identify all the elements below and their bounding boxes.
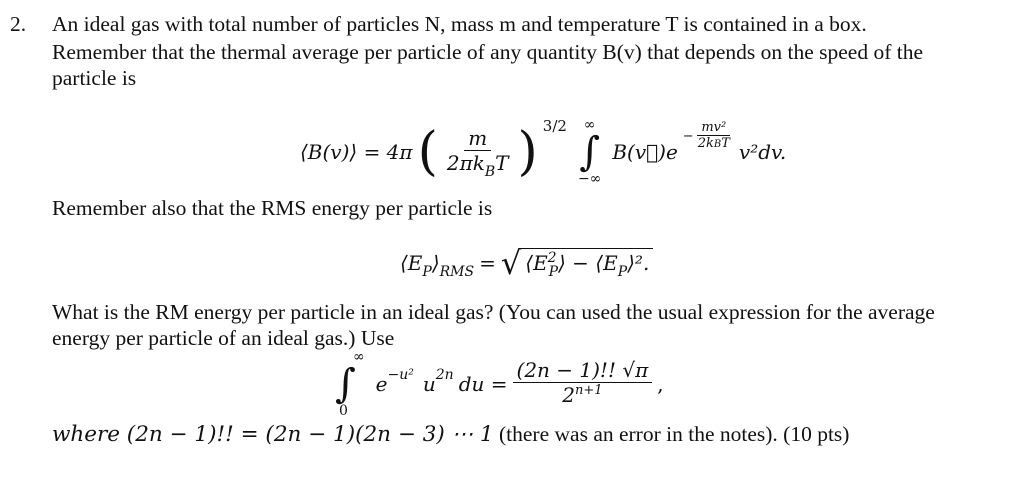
problem-line-1: An ideal gas with total number of particles N, mass m and temperature T is contained in a box. <box>52 12 867 36</box>
eq3-integral: ∞ ∫ 0 <box>335 349 365 419</box>
eq2-radicand: $⟨E^2_P⟩$ − $⟨E_P⟩^2$. <box>521 248 653 275</box>
eq1-tail: v²dv. <box>738 140 787 164</box>
gaussian-integral-equation: ∞ ∫ 0 $e^{-u^2}$ $u^{2n}$ du = $\frac{(2n - 1)!! √\pi}{2^{n+1}}$ , <box>335 349 664 419</box>
eq1-fraction <box>443 126 513 178</box>
problem-line-2: Remember that the thermal average per particle of any quantity B(v) that depends on the speed of the <box>52 40 924 64</box>
rms-energy-equation: $⟨E_P⟩_{RMS}$ = √ $⟨E^2_P⟩$ − $⟨E_P⟩^2$. <box>400 244 653 282</box>
problem-number: 2. <box>10 12 27 36</box>
problem-line-5: What is the RM energy per particle in an ideal gas? (You can used the usual expression for the average <box>52 300 935 324</box>
problem-line-3: particle is <box>52 66 137 90</box>
eq1-lower-limit: −∞ <box>577 171 602 187</box>
eq1-frac-den: $2\pi k_BT$ <box>446 151 509 180</box>
eq1-left-paren: ( <box>417 122 438 182</box>
eq1-exponent: − $\frac{\text{mv²}}{\text{2kBT}}$ <box>682 120 730 151</box>
double-factorial-definition: where (2n − 1)!! = (2n − 1)(2n − 3) ⋯ 1 <box>52 422 494 447</box>
eq1-integrand: B(v⃗)e <box>612 140 678 164</box>
problem-line-6: energy per particle of an ideal gas.) Use <box>52 326 395 350</box>
problem-line-7 <box>52 420 849 449</box>
problem-line-4: Remember also that the RMS energy per particle is <box>52 196 493 220</box>
eq1-frac-num: m <box>464 126 491 151</box>
errata-note: (there was an error in the notes). (10 pts) <box>499 422 850 446</box>
eq1-upper-limit: ∞ <box>583 117 596 133</box>
thermal-average-equation <box>300 118 786 198</box>
integral-sign: ∫ <box>579 129 601 175</box>
radical-icon: √ <box>500 244 522 282</box>
eq3-fraction: $\frac{(2n - 1)!! √\pi}{2^{n+1}}$ <box>513 358 653 411</box>
eq1-right-paren: ) <box>517 122 538 182</box>
eq1-power: 3/2 <box>542 116 567 135</box>
eq1-integral <box>578 118 601 186</box>
eq1-lhs: ⟨B(v)⟩ = 4π <box>300 140 413 164</box>
